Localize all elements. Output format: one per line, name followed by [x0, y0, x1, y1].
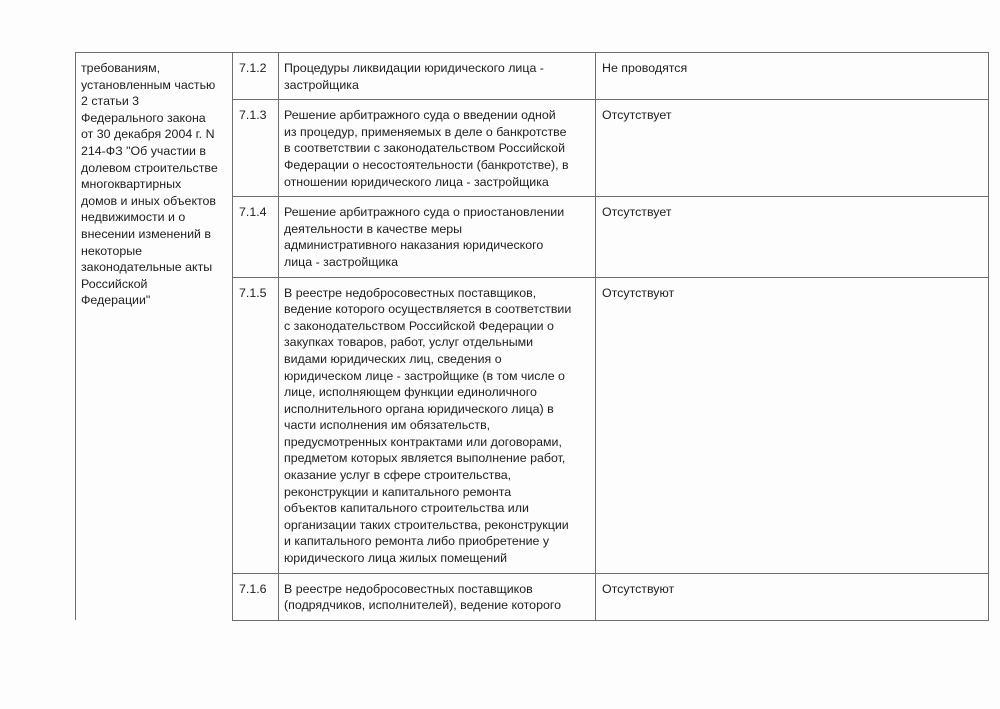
row-number: 7.1.2 [233, 53, 279, 100]
row-value: Отсутствует [596, 197, 989, 277]
row-number: 7.1.6 [233, 573, 279, 620]
table-row [76, 53, 989, 100]
requirements-table [75, 52, 989, 621]
row-value: Отсутствует [596, 100, 989, 197]
row-description: Процедуры ликвидации юридического лица - застройщика [279, 53, 596, 100]
row-value: Отсутствуют [596, 277, 989, 573]
left-column-text: требованиям, установленным частью 2 статьи 3 Федерального закона от 30 декабря 2004 г. N 214-ФЗ "Об участии в долевом строительстве многоквартирных домов и иных объектов недвижимости и о внесении изменений в некоторые законодательные акты Российской Федерации" [76, 53, 233, 621]
row-description: Решение арбитражного суда о приостановлении деятельности в качестве меры административного наказания юридического лица - застройщика [279, 197, 596, 277]
row-description: В реестре недобросовестных поставщиков (подрядчиков, исполнителей), ведение которого [279, 573, 596, 620]
row-number: 7.1.4 [233, 197, 279, 277]
row-description: Решение арбитражного суда о введении одной из процедур, применяемых в деле о банкротстве в соответствии с законодательством Российской Федерации о несостоятельности (банкротстве), в отношении юридического лица - застройщика [279, 100, 596, 197]
row-description: В реестре недобросовестных поставщиков, ведение которого осуществляется в соответствии с законодательством Российской Федерации о закупках товаров, работ, услуг отдельными видами юридических лиц, сведения о юридическом лице - застройщике (в том числе о лице, исполняющем функции единоличного исполнительного органа юридического лица) в части исполнения им обязательств, предусмотренных контрактами или договорами, предметом которых является выполнение работ, оказание услуг в сфере строительства, реконструкции и капитального ремонта объектов капитального строительства или организации таких строительства, реконструкции и капитального ремонта либо приобретение у юридического лица жилых помещений [279, 277, 596, 573]
row-value: Отсутствуют [596, 573, 989, 620]
row-value: Не проводятся [596, 53, 989, 100]
row-number: 7.1.5 [233, 277, 279, 573]
row-number: 7.1.3 [233, 100, 279, 197]
